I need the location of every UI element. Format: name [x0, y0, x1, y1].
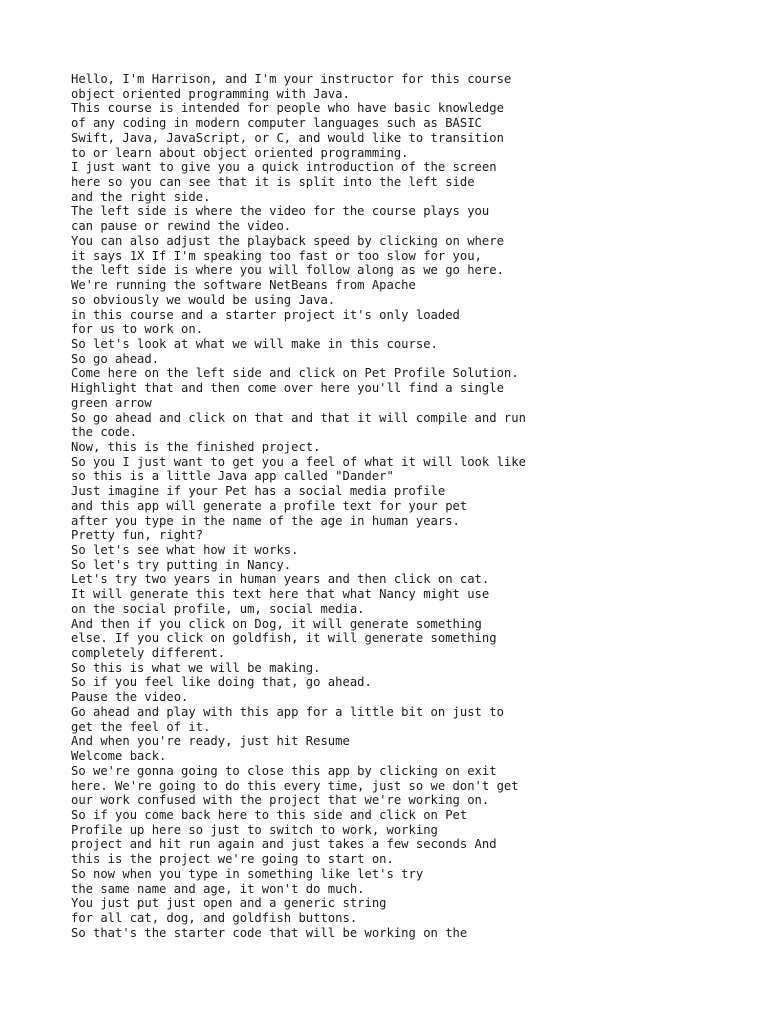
transcript-line: to or learn about object oriented programming.: [71, 145, 409, 160]
transcript-line: so this is a little Java app called "Dander": [71, 469, 394, 484]
transcript-line: So let's try putting in Nancy.: [71, 557, 292, 572]
transcript-line: Pretty fun, right?: [71, 528, 204, 543]
transcript-line: in this course and a starter project it's only loaded: [71, 307, 460, 322]
transcript-line: So go ahead.: [71, 351, 160, 366]
transcript-line: the left side is where you will follow along as we go here.: [71, 263, 504, 278]
transcript-line: Hello, I'm Harrison, and I'm your instructor for this course: [71, 72, 512, 86]
transcript-line: So we're gonna going to close this app by clicking on exit: [71, 763, 497, 778]
transcript-line: object oriented programming with Java.: [71, 86, 350, 101]
transcript-line: it says 1X If I'm speaking too fast or too slow for you,: [71, 248, 482, 263]
transcript-line: So this is what we will be making.: [71, 660, 321, 675]
transcript-line: You just put just open and a generic string: [71, 896, 387, 911]
transcript-line: on the social profile, um, social media.: [71, 601, 365, 616]
transcript-line: I just want to give you a quick introduction of the screen: [71, 160, 497, 175]
transcript-line: So that's the starter code that will be working on the: [71, 925, 468, 940]
transcript-line: So let's look at what we will make in this course.: [71, 336, 438, 351]
transcript-line: for all cat, dog, and goldfish buttons.: [71, 910, 358, 925]
transcript-line: So if you come back here to this side and click on Pet: [71, 807, 468, 822]
transcript-line: green arrow: [71, 395, 152, 410]
transcript-line: And then if you click on Dog, it will generate something: [71, 616, 482, 631]
transcript-line: Highlight that and then come over here you'll find a single: [71, 381, 504, 396]
transcript-line: Go ahead and play with this app for a little bit on just to: [71, 704, 504, 719]
transcript-line: It will generate this text here that what Nancy might use: [71, 587, 490, 602]
transcript-line: after you type in the name of the age in human years.: [71, 513, 460, 528]
transcript-line: here. We're going to do this every time, just so we don't get: [71, 778, 519, 793]
transcript-line: So now when you type in something like let's try: [71, 866, 424, 881]
transcript-line: for us to work on.: [71, 322, 204, 337]
transcript-line: completely different.: [71, 646, 226, 661]
transcript-line: Let's try two years in human years and then click on cat.: [71, 572, 490, 587]
transcript-line: our work confused with the project that we're working on.: [71, 793, 490, 808]
transcript-text: [71, 72, 751, 940]
transcript-line: Swift, Java, JavaScript, or C, and would like to transition: [71, 130, 504, 145]
transcript-line: here so you can see that it is split into the left side: [71, 175, 475, 190]
transcript-line: and the right side.: [71, 189, 211, 204]
transcript-line: else. If you click on goldfish, it will generate something: [71, 631, 497, 646]
transcript-line: and this app will generate a profile text for your pet: [71, 498, 468, 513]
transcript-line: so obviously we would be using Java.: [71, 292, 336, 307]
transcript-line: This course is intended for people who have basic knowledge: [71, 101, 504, 116]
transcript-line: So if you feel like doing that, go ahead.: [71, 675, 372, 690]
transcript-line: Come here on the left side and click on Pet Profile Solution.: [71, 366, 519, 381]
transcript-line: You can also adjust the playback speed by clicking on where: [71, 233, 504, 248]
transcript-line: project and hit run again and just takes a few seconds And: [71, 837, 497, 852]
transcript-line: the same name and age, it won't do much.: [71, 881, 365, 896]
transcript-line: Pause the video.: [71, 690, 189, 705]
transcript-line: We're running the software NetBeans from Apache: [71, 278, 416, 293]
transcript-line: So let's see what how it works.: [71, 543, 299, 557]
transcript-line: Just imagine if your Pet has a social media profile: [71, 484, 446, 499]
transcript-line: can pause or rewind the video.: [71, 219, 292, 234]
transcript-line: Welcome back.: [71, 749, 167, 764]
transcript-line: Profile up here so just to switch to work, working: [71, 822, 438, 837]
transcript-line: this is the project we're going to start on.: [71, 852, 394, 867]
transcript-line: And when you're ready, just hit Resume: [71, 734, 350, 749]
transcript-line: the code.: [71, 425, 138, 440]
transcript-line: The left side is where the video for the course plays you: [71, 204, 490, 219]
transcript-line: of any coding in modern computer languages such as BASIC: [71, 116, 482, 131]
transcript-line: So you I just want to get you a feel of what it will look like: [71, 454, 526, 469]
transcript-line: So go ahead and click on that and that it will compile and run: [71, 410, 526, 425]
transcript-line: Now, this is the finished project.: [71, 439, 321, 454]
transcript-line: get the feel of it.: [71, 719, 211, 734]
